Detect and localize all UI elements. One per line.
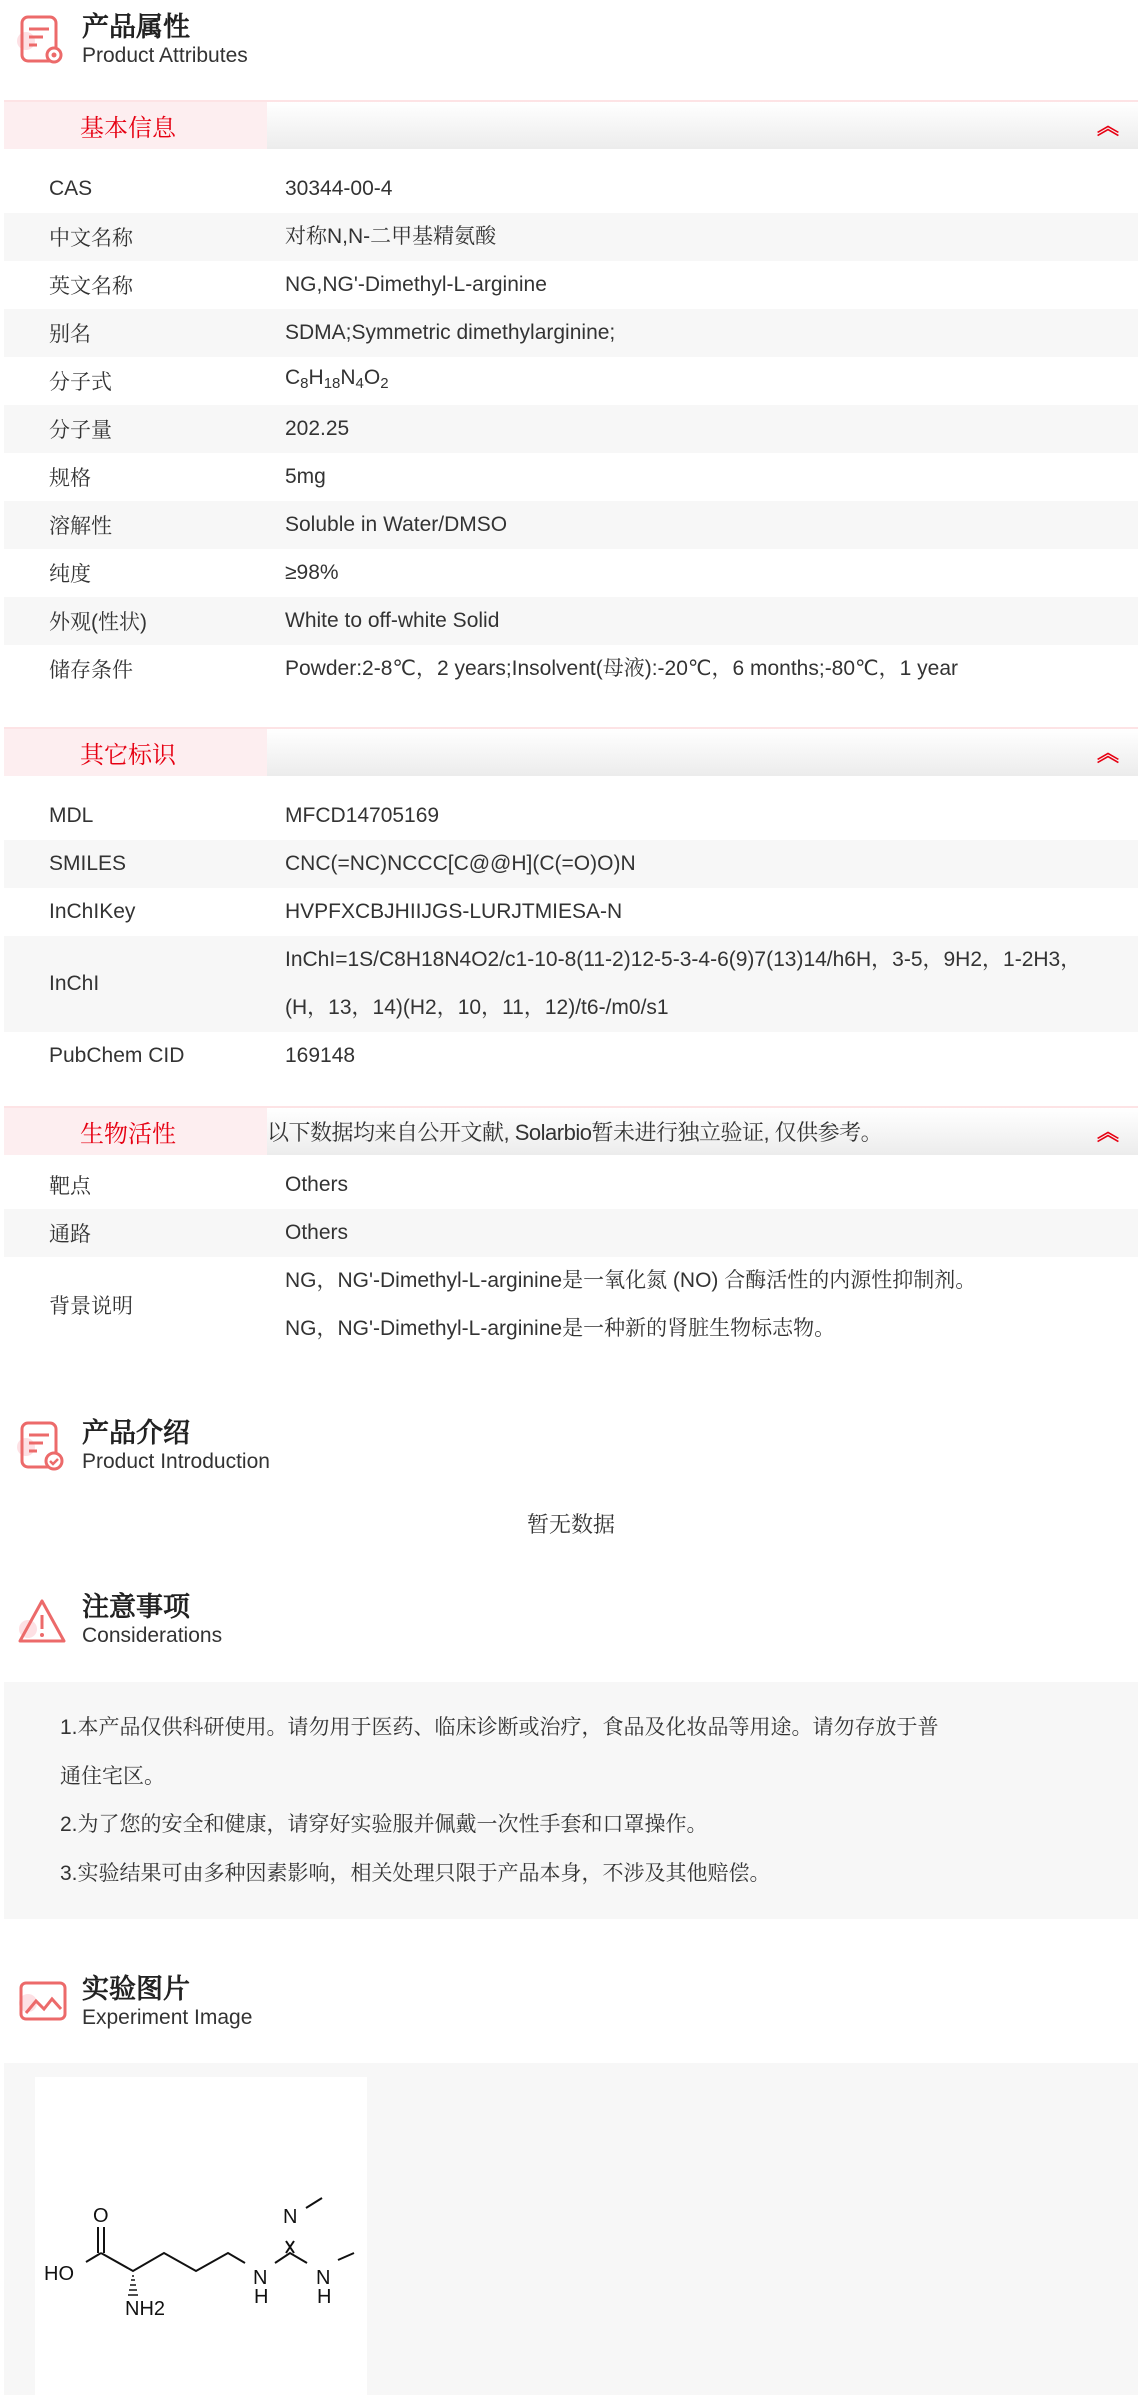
other-ids-table [4,792,1138,1080]
row-label: 溶解性 [49,515,112,538]
basic-info-label: 基本信息 [4,102,267,149]
row-label: 靶点 [49,1175,91,1198]
section-title: 产品介绍 [82,1418,190,1448]
row-value: Powder:2-8℃，2 years;Insolvent(母液):-20℃，6 months;-80℃，1 year [285,657,958,680]
row-value: SDMA;Symmetric dimethylarginine; [285,321,616,344]
row-label: InChI [49,972,100,995]
row-value: NG,NG'-Dimethyl-L-arginine [285,273,547,296]
collapse-chevron-icon[interactable]: ︽ [1096,114,1119,139]
row-value: White to off-white Solid [285,609,500,632]
row-value: Soluble in Water/DMSO [285,513,508,536]
table-row [4,1209,1138,1257]
row-value: Others [285,1221,349,1244]
table-row [4,936,1138,1032]
warning-icon [16,1591,70,1649]
table-row [4,309,1138,357]
atom-label-n: N [316,2267,331,2289]
document-check-icon [16,1417,70,1475]
row-label: 中文名称 [49,227,133,250]
row-value: MFCD14705169 [285,804,440,827]
atom-label-n: N [253,2267,268,2289]
atom-label-h: H [254,2286,269,2308]
row-value: Others [285,1173,349,1196]
basic-info-header[interactable] [4,100,1138,149]
bio-activity-table [4,1161,1138,1353]
table-row [4,1257,1138,1353]
row-label: 别名 [49,323,91,346]
row-value: 30344-00-4 [285,177,393,200]
molecular-formula: $C_8H_{18}N_4O_2$ [285,366,389,392]
table-row [4,840,1138,888]
row-value: NG，NG'-Dimethyl-L-arginine是一氧化氮 (NO) 合酶活性的内源性抑制剂。 NG，NG'-Dimethyl-L-arginine是一种新的肾脏生物标志物。 [285,1269,977,1340]
row-value: 5mg [285,465,326,488]
table-row [4,165,1138,213]
consideration-line: 3.实验结果可由多种因素影响，相关处理只限于产品本身，不涉及其他赔偿。 [60,1861,771,1885]
row-label: 背景说明 [49,1295,133,1318]
row-value: InChI=1S/C8H18N4O2/c1-10-8(11-2)12-5-3-4-6(9)7(13)14/h6H，3-5，9H2，1-2H3，(H，13，14)(H2，10，11，12)/t6-/m0/s1 [285,948,1082,1019]
considerations-box [4,1682,1138,1919]
disclaimer-note: 以下数据均来自公开文献, Solarbio暂未进行独立验证, 仅供参考。 [267,1120,883,1145]
other-ids-label: 其它标识 [4,729,267,776]
consideration-line: 2.为了您的安全和健康，请穿好实验服并佩戴一次性手套和口罩操作。 [60,1813,708,1836]
product-attributes-heading [16,8,248,72]
considerations-heading [16,1588,222,1652]
no-data-text: 暂无数据 [526,1512,615,1537]
row-label: CAS [49,177,93,200]
row-label: 英文名称 [49,275,133,298]
basic-info-table [4,165,1138,693]
row-label: 通路 [49,1223,91,1246]
table-row [4,792,1138,840]
collapse-chevron-icon[interactable]: ︽ [1096,741,1119,766]
experiment-image-heading [16,1970,252,2034]
document-gear-icon [16,11,70,69]
atom-label-o: O [93,2205,109,2227]
row-label: 分子量 [49,419,112,442]
section-subtitle: Product Introduction [82,1450,270,1473]
row-label: PubChem CID [49,1044,185,1067]
image-chart-icon [16,1973,70,2031]
product-intro-heading [16,1414,270,1478]
row-value: 202.25 [285,417,350,440]
table-row [4,1032,1138,1080]
atom-label-n: N [283,2206,298,2228]
bio-activity-label: 生物活性 [4,1108,267,1155]
bio-activity-header[interactable] [4,1106,1138,1155]
atom-label-nh2: NH2 [125,2298,166,2320]
atom-label-h: H [317,2286,332,2308]
table-row [4,501,1138,549]
consideration-line: 通住宅区。 [60,1764,165,1788]
section-title: 注意事项 [82,1592,190,1622]
row-label: InChIKey [49,900,136,923]
row-label: 规格 [49,467,91,490]
table-row [4,261,1138,309]
section-subtitle: Considerations [82,1624,223,1647]
table-row [4,888,1138,936]
chemical-structure-image [35,2077,367,2395]
table-row [4,213,1138,261]
row-label: 纯度 [49,563,91,586]
row-value: CNC(=NC)NCCC[C@@H](C(=O)O)N [285,852,636,875]
row-value: 对称N,N-二甲基精氨酸 [285,225,497,248]
table-row [4,597,1138,645]
row-value: ≥98% [285,561,339,584]
row-label: 分子式 [49,371,112,394]
row-label: MDL [49,804,94,827]
collapse-chevron-icon[interactable]: ︽ [1096,1120,1119,1145]
table-row [4,645,1138,693]
row-label: 外观(性状) [49,611,147,634]
section-title: 产品属性 [82,12,190,42]
row-value: 169148 [285,1044,356,1067]
table-row [4,405,1138,453]
table-row [4,453,1138,501]
table-row [4,1161,1138,1209]
other-ids-header[interactable] [4,727,1138,776]
table-row [4,549,1138,597]
section-subtitle: Experiment Image [82,2006,253,2029]
row-value: HVPFXCBJHIIJGS-LURJTMIESA-N [285,900,623,923]
section-title: 实验图片 [82,1974,190,2004]
row-label: SMILES [49,852,127,875]
atom-label-ho: HO [44,2263,74,2285]
row-label: 储存条件 [49,659,133,682]
table-row [4,357,1138,405]
section-subtitle: Product Attributes [82,44,248,67]
consideration-line: 1.本产品仅供科研使用。请勿用于医药、临床诊断或治疗，食品及化妆品等用途。请勿存放于普 [60,1716,939,1739]
